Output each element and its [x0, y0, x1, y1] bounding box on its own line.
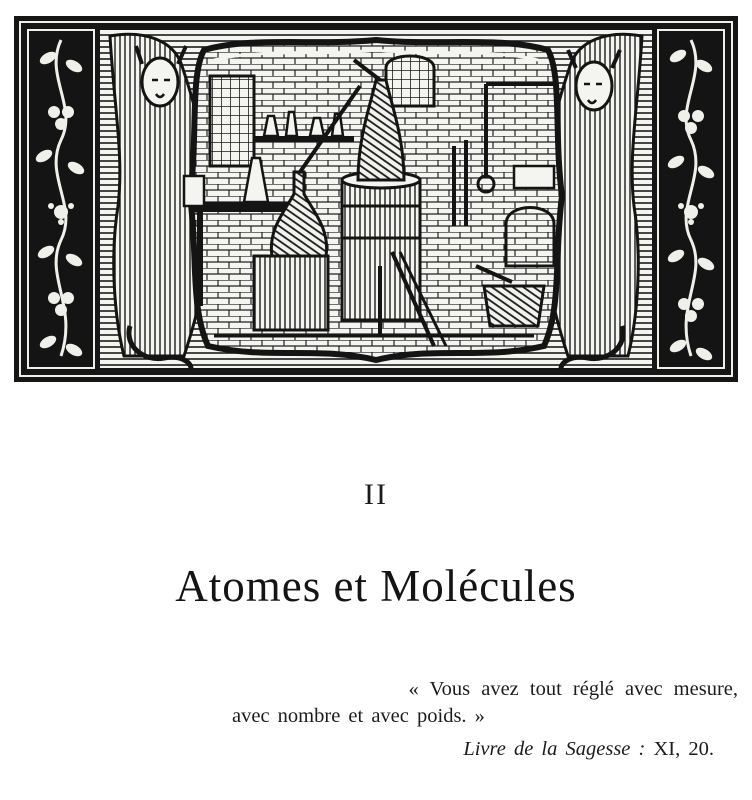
epigraph-source: [200, 736, 738, 763]
epigraph-quote-line1: « Vous avez tout réglé avec mesure,: [408, 678, 738, 700]
epigraph-source-ref: XI, 20.: [653, 738, 714, 760]
right-floral-border: [658, 30, 724, 368]
chapter-number: II: [364, 478, 388, 511]
epigraph: [200, 676, 738, 763]
left-floral-border: [28, 30, 94, 368]
epigraph-quote-line2: avec nombre et avec poids. »: [232, 705, 485, 727]
chapter-title: Atomes et Molécules: [175, 561, 577, 611]
woodcut-illustration: [14, 16, 738, 382]
epigraph-source-book: Livre de la Sagesse :: [463, 738, 646, 760]
